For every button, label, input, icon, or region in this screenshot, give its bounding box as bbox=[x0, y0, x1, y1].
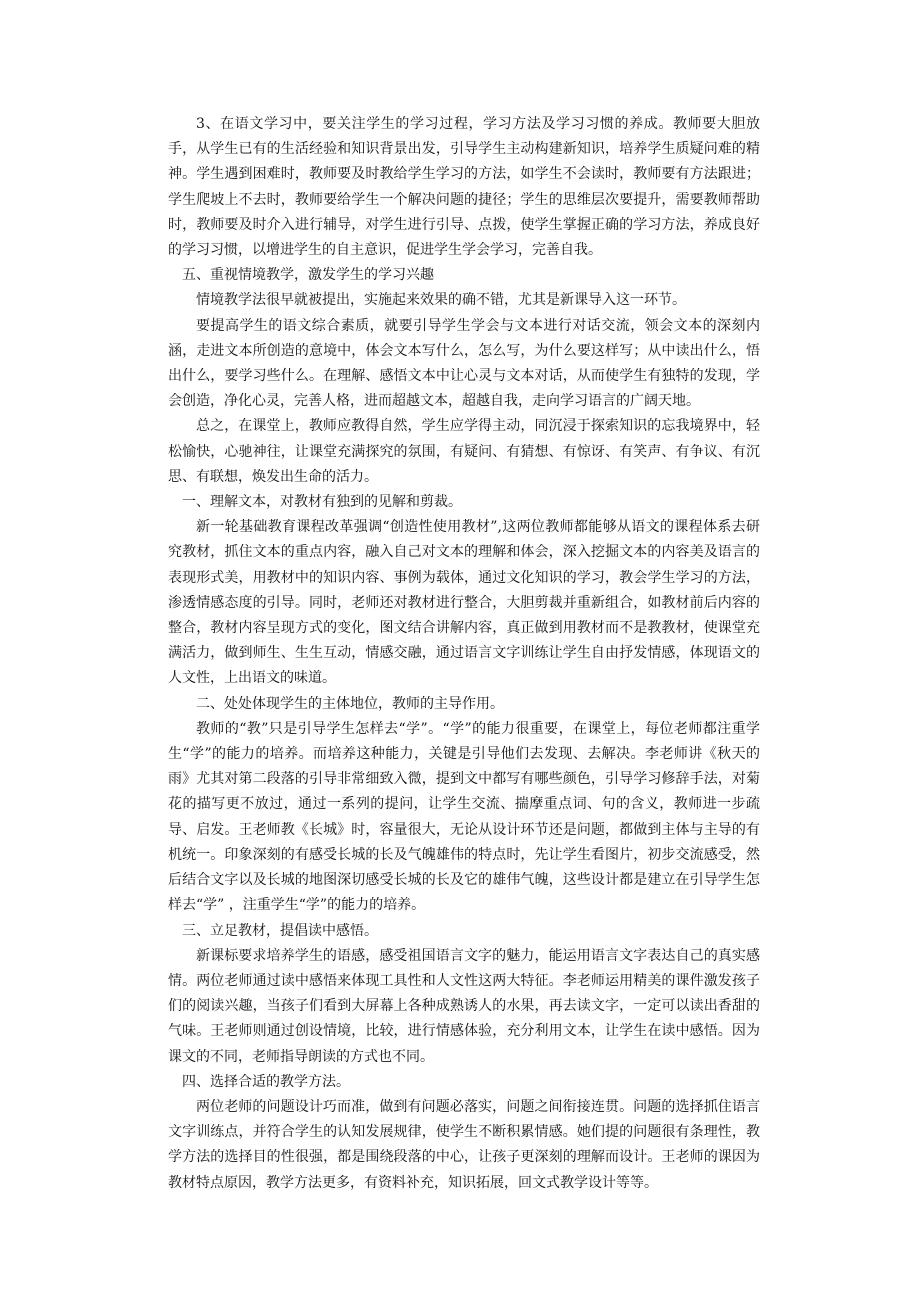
paragraph-textbook-use: 新一轮基础教育课程改革强调“创造性使用教材”,这两位教师都能够从语文的课程体系去研究教材，抓住文本的重点内容，融入自己对文本的理解和体会，深入挖掘文本的内容美及语言的表现形式美，用教材中的知识内容、事例为载体，通过文化知识的学习，教会学生学习的方法，渗透情感态度的引导。同时，老师还对教材进行整合，大胆剪裁并重新组合，如教材前后内容的整合，教材内容呈现方式的变化，图文结合讲解内容，真正做到用教材而不是教教材，使课堂充满活力，做到师生、生生互动，情感交融，通过语言文字训练让学生自由抒发情感，体现语文的人文性，上出语文的味道。 bbox=[168, 519, 760, 687]
document-body bbox=[168, 112, 760, 1196]
section-heading-two: 二、处处体现学生的主体地位，教师的主导作用。 bbox=[196, 695, 504, 712]
section-heading-one: 一、理解文本，对教材有独到的见解和剪裁。 bbox=[182, 494, 462, 511]
paragraph-situational-teaching: 情境教学法很早就被提出，实施起来效果的确不错，尤其是新课导入这一环节。 bbox=[196, 292, 686, 309]
section-heading-four: 四、选择合适的教学方法。 bbox=[182, 1073, 350, 1090]
paragraph-learning-process: 3、在语文学习中，要关注学生的学习过程，学习方法及学习习惯的养成。教师要大胆放手，从学生已有的生活经验和知识背景出发，引导学生主动构建新知识，培养学生质疑问难的精神。学生遇到困难时，教师要及时教给学生学习的方法，如学生不会读时，教师要有方法跟进；学生爬坡上不去时，教师要给学生一个解决问题的捷径；学生的思维层次要提升，需要教师帮助时，教师要及时介入进行辅导，对学生进行引导、点拨，使学生掌握正确的学习方法，养成良好的学习习惯，以增进学生的自主意识，促进学生学会学习，完善自我。 bbox=[168, 116, 760, 259]
paragraph-teaching-methods: 两位老师的问题设计巧而准，做到有问题必落实，问题之间衔接连贯。问题的选择抓住语言文字训练点，并符合学生的认知发展规律，使学生不断积累情感。她们提的问题很有条理性，教学方法的选择目的性很强，都是围绕段落的中心，让孩子更深刻的理解而设计。王老师的课因为教材特点原因，教学方法更多，有资料补充，知识拓展，回文式教学设计等等。 bbox=[168, 1098, 760, 1191]
section-heading-three: 三、立足教材，提倡读中感悟。 bbox=[182, 922, 378, 939]
paragraph-student-subject: 教师的“教”只是引导学生怎样去“学”。“学”的能力很重要，在课堂上，每位老师都注重学生“学”的能力的培养。而培养这种能力，关键是引导他们去发现、去解决。李老师讲《秋天的雨》尤其对第二段落的引导非常细致入微，提到文中都写有哪些颜色，引导学习修辞手法，对菊花的描写更不放过，通过一系列的提问，让学生交流、揣摩重点词、句的含义，教师进一步疏导、启发。王老师教《长城》时，容量很大，无论从设计环节还是问题，都做到主体与主导的有机统一。印象深刻的有感受长城的长及气魄雄伟的特点时，先让学生看图片，初步交流感受，然后结合文字以及长城的地图深切感受长城的长及它的雄伟气魄，这些设计都是建立在引导学生怎样去“学” ，注重学生“学”的能力的培养。 bbox=[168, 720, 760, 914]
paragraph-summary: 总之，在课堂上，教师应教得自然，学生应学得主动，同沉浸于探索知识的忘我境界中，轻松愉快，心驰神往，让课堂充满探究的氛围，有疑问、有猜想、有惊讶、有笑声、有争议、有沉思、有联想，焕发出生命的活力。 bbox=[168, 418, 760, 485]
section-heading-five: 五、重视情境教学，激发学生的学习兴趣 bbox=[182, 267, 434, 284]
paragraph-reading-insight: 新课标要求培养学生的语感，感受祖国语言文字的魅力，能运用语言文字表达自己的真实感情。两位老师通过读中感悟来体现工具性和人文性这两大特征。李老师运用精美的课件激发孩子们的阅读兴趣，当孩子们看到大屏幕上各种成熟诱人的水果，再去读文字，一定可以读出香甜的气味。王老师则通过创设情境，比较，进行情感体验，充分利用文本，让学生在读中感悟。因为课文的不同，老师指导朗读的方式也不同。 bbox=[168, 947, 760, 1065]
paragraph-text-dialogue: 要提高学生的语文综合素质，就要引导学生学会与文本进行对话交流，领会文本的深刻内涵，走进文本所创造的意境中，体会文本写什么，怎么写，为什么要这样写；从中读出什么，悟出什么，要学习些什么。在理解、感悟文本中让心灵与文本对话，从而使学生有独特的发现，学会创造，净化心灵，完善人格，进而超越文本，超越自我，走向学习语言的广阔天地。 bbox=[168, 317, 760, 410]
